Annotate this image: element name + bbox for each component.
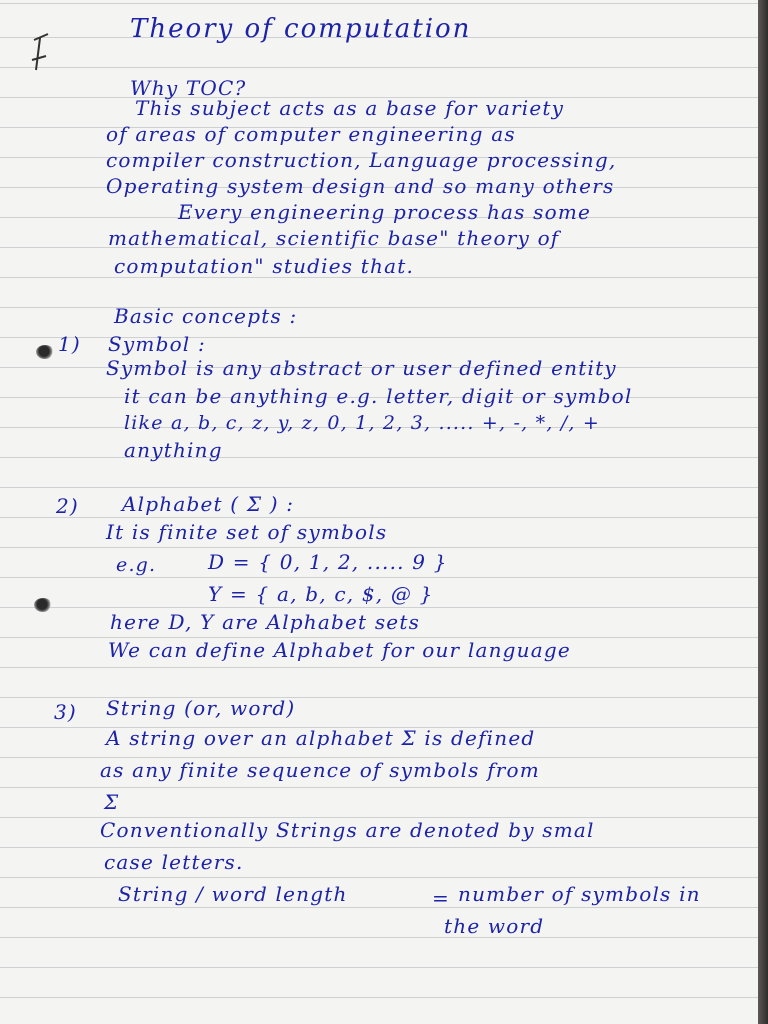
background-edge	[758, 0, 768, 1024]
string-line: Σ	[104, 790, 120, 814]
symbol-heading: Symbol :	[108, 332, 206, 356]
item-number: 3)	[54, 700, 77, 724]
set-d: D = { 0, 1, 2, ..... 9 }	[208, 550, 448, 574]
string-length-def: the word	[444, 914, 545, 938]
alphabet-line: here D, Y are Alphabet sets	[110, 610, 421, 634]
why-line: mathematical, scientific base" theory of	[108, 226, 560, 250]
why-line: computation" studies that.	[114, 254, 415, 278]
alphabet-line: We can define Alphabet for our language	[108, 638, 571, 662]
why-line: This subject acts as a base for variety	[135, 96, 565, 120]
symbol-line: it can be anything e.g. letter, digit or symbol	[124, 384, 633, 408]
string-line: A string over an alphabet Σ is defined	[106, 726, 536, 750]
string-line: Conventionally Strings are denoted by smal	[100, 818, 595, 842]
item-number: 2)	[56, 494, 79, 518]
item-number: 1)	[58, 332, 81, 356]
set-y: Y = { a, b, c, $, @ }	[208, 582, 434, 606]
basic-concepts-heading: Basic concepts :	[114, 304, 298, 328]
alphabet-heading: Alphabet ( Σ ) :	[122, 492, 295, 516]
string-length-label: String / word length	[118, 882, 348, 906]
string-line: case letters.	[104, 850, 244, 874]
symbol-line: like a, b, c, z, y, z, 0, 1, 2, 3, ..... +, -, *, /, +	[124, 412, 600, 434]
string-line: as any finite sequence of symbols from	[100, 758, 540, 782]
why-toc-heading: Why TOC?	[130, 76, 247, 100]
symbol-line: Symbol is any abstract or user defined entity	[106, 356, 617, 380]
string-heading: String (or, word)	[106, 696, 296, 720]
symbol-line: anything	[124, 438, 223, 462]
page-title: Theory of computation	[130, 14, 472, 44]
why-line: Operating system design and so many others	[106, 174, 615, 198]
equals-sign: =	[432, 886, 450, 910]
string-length-def: number of symbols in	[458, 882, 701, 906]
why-line: of areas of computer engineering as	[106, 122, 516, 146]
binder-hole	[34, 598, 52, 612]
why-line: Every engineering process has some	[178, 200, 592, 224]
pen-mark	[26, 30, 56, 85]
eg-label: e.g.	[116, 554, 157, 576]
why-line: compiler construction, Language processing,	[106, 148, 617, 172]
alphabet-line: It is finite set of symbols	[106, 520, 388, 544]
binder-hole	[36, 345, 54, 359]
